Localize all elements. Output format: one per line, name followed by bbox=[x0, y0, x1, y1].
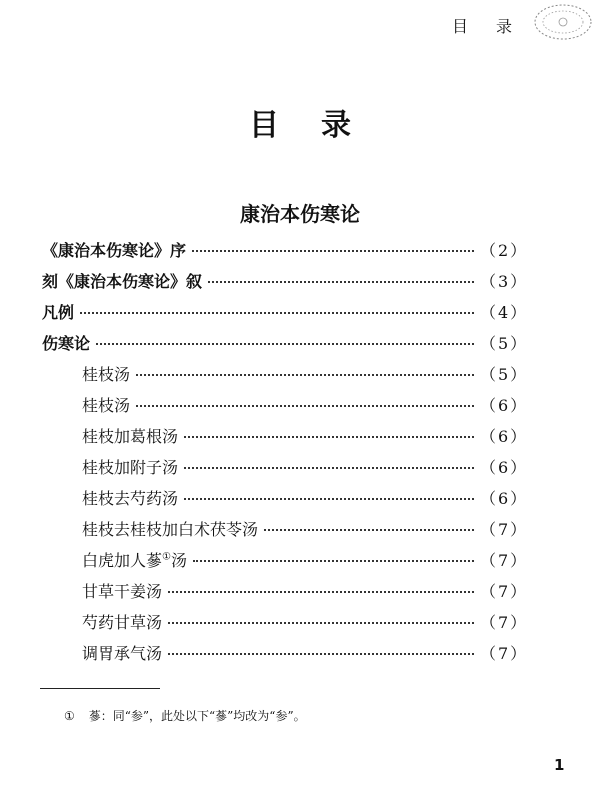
toc-entry[interactable] bbox=[42, 548, 529, 579]
toc-label-text: 桂枝汤 bbox=[82, 365, 131, 384]
toc-entry-label bbox=[42, 269, 202, 292]
footnote-text: 蔘：同“参”，此处以下“蔘”均改为“参”。 bbox=[88, 709, 306, 723]
toc-entry[interactable] bbox=[42, 579, 529, 610]
dot-leader bbox=[168, 653, 474, 655]
toc-entry-label bbox=[82, 641, 162, 664]
toc-entry-page: （4） bbox=[480, 303, 529, 322]
toc-entry-label bbox=[82, 517, 258, 540]
header-char-1: 目 bbox=[452, 17, 469, 36]
toc-entry-page: （2） bbox=[480, 241, 529, 260]
toc-entry-label bbox=[82, 548, 187, 571]
seal-stamp-icon bbox=[532, 2, 594, 42]
toc-entry-label bbox=[82, 362, 130, 385]
dot-leader bbox=[136, 405, 474, 407]
page-title-char-2: 录 bbox=[321, 108, 351, 143]
toc-label-text: 调胃承气汤 bbox=[82, 644, 163, 663]
page-title bbox=[0, 100, 600, 144]
toc-entry-label bbox=[42, 300, 74, 323]
toc-entry[interactable] bbox=[42, 238, 529, 269]
dot-leader bbox=[208, 281, 474, 283]
toc-label-text: 刻《康治本伤寒论》叙 bbox=[42, 272, 203, 291]
toc-entry[interactable] bbox=[42, 486, 529, 517]
toc-entry-label bbox=[82, 455, 178, 478]
dot-leader bbox=[136, 374, 474, 376]
toc-label-text: 桂枝去芍药汤 bbox=[82, 489, 179, 508]
header-char-2: 录 bbox=[496, 17, 513, 36]
page-number: 1 bbox=[554, 756, 565, 774]
toc-entry[interactable] bbox=[42, 610, 529, 641]
toc-entry-page: （3） bbox=[480, 272, 529, 291]
dot-leader bbox=[168, 622, 474, 624]
toc-entry-label bbox=[82, 610, 162, 633]
toc-label-text: 桂枝汤 bbox=[82, 396, 131, 415]
table-of-contents bbox=[42, 238, 529, 672]
footnote-marker: ① bbox=[64, 709, 75, 723]
dot-leader bbox=[184, 498, 474, 500]
toc-label-text: 桂枝加葛根汤 bbox=[82, 427, 179, 446]
toc-entry-page: （6） bbox=[480, 427, 529, 446]
toc-entry-page: （7） bbox=[480, 520, 529, 539]
toc-entry-page: （7） bbox=[480, 551, 529, 570]
toc-label-text: 桂枝去桂枝加白术茯苓汤 bbox=[82, 520, 259, 539]
dot-leader bbox=[80, 312, 474, 314]
dot-leader bbox=[184, 436, 474, 438]
dot-leader bbox=[168, 591, 474, 593]
toc-entry[interactable] bbox=[42, 362, 529, 393]
toc-label-text: 甘草干姜汤 bbox=[82, 582, 163, 601]
toc-label-text: 桂枝加附子汤 bbox=[82, 458, 179, 477]
toc-label-text: 汤 bbox=[170, 551, 187, 570]
dot-leader bbox=[192, 250, 474, 252]
toc-entry[interactable] bbox=[42, 331, 529, 362]
dot-leader bbox=[184, 467, 474, 469]
toc-entry[interactable] bbox=[42, 455, 529, 486]
toc-entry-page: （7） bbox=[480, 582, 529, 601]
toc-label-text: 凡例 bbox=[42, 303, 75, 322]
toc-entry-label bbox=[42, 238, 186, 261]
dot-leader bbox=[96, 343, 474, 345]
toc-entry-page: （7） bbox=[480, 644, 529, 663]
toc-label-text: 《康治本伤寒论》序 bbox=[42, 241, 187, 260]
toc-entry[interactable] bbox=[42, 424, 529, 455]
page-title-char-1: 目 bbox=[249, 108, 279, 143]
section-title: 康治本伤寒论 bbox=[240, 202, 360, 226]
toc-entry-page: （6） bbox=[480, 458, 529, 477]
toc-entry-label bbox=[82, 393, 130, 416]
toc-entry-label bbox=[82, 486, 178, 509]
toc-entry-label bbox=[82, 579, 162, 602]
toc-label-text: 白虎加人蔘 bbox=[82, 551, 163, 570]
dot-leader bbox=[264, 529, 474, 531]
toc-entry-page: （5） bbox=[480, 365, 529, 384]
toc-entry[interactable] bbox=[42, 269, 529, 300]
toc-entry-page: （6） bbox=[480, 489, 529, 508]
toc-label-text: 伤寒论 bbox=[42, 334, 91, 353]
footnote-reference[interactable]: ① bbox=[162, 551, 171, 563]
toc-entry[interactable] bbox=[42, 641, 529, 672]
toc-entry[interactable] bbox=[42, 393, 529, 424]
toc-entry-label bbox=[82, 424, 178, 447]
toc-entry-page: （5） bbox=[480, 334, 529, 353]
toc-entry-page: （7） bbox=[480, 613, 529, 632]
toc-label-text: 芍药甘草汤 bbox=[82, 613, 163, 632]
toc-entry-label bbox=[42, 331, 90, 354]
footnote bbox=[64, 707, 306, 724]
toc-entry[interactable] bbox=[42, 517, 529, 548]
toc-entry-page: （6） bbox=[480, 396, 529, 415]
running-header bbox=[452, 14, 512, 37]
toc-entry[interactable] bbox=[42, 300, 529, 331]
dot-leader bbox=[193, 560, 474, 562]
footnote-divider bbox=[40, 688, 160, 689]
